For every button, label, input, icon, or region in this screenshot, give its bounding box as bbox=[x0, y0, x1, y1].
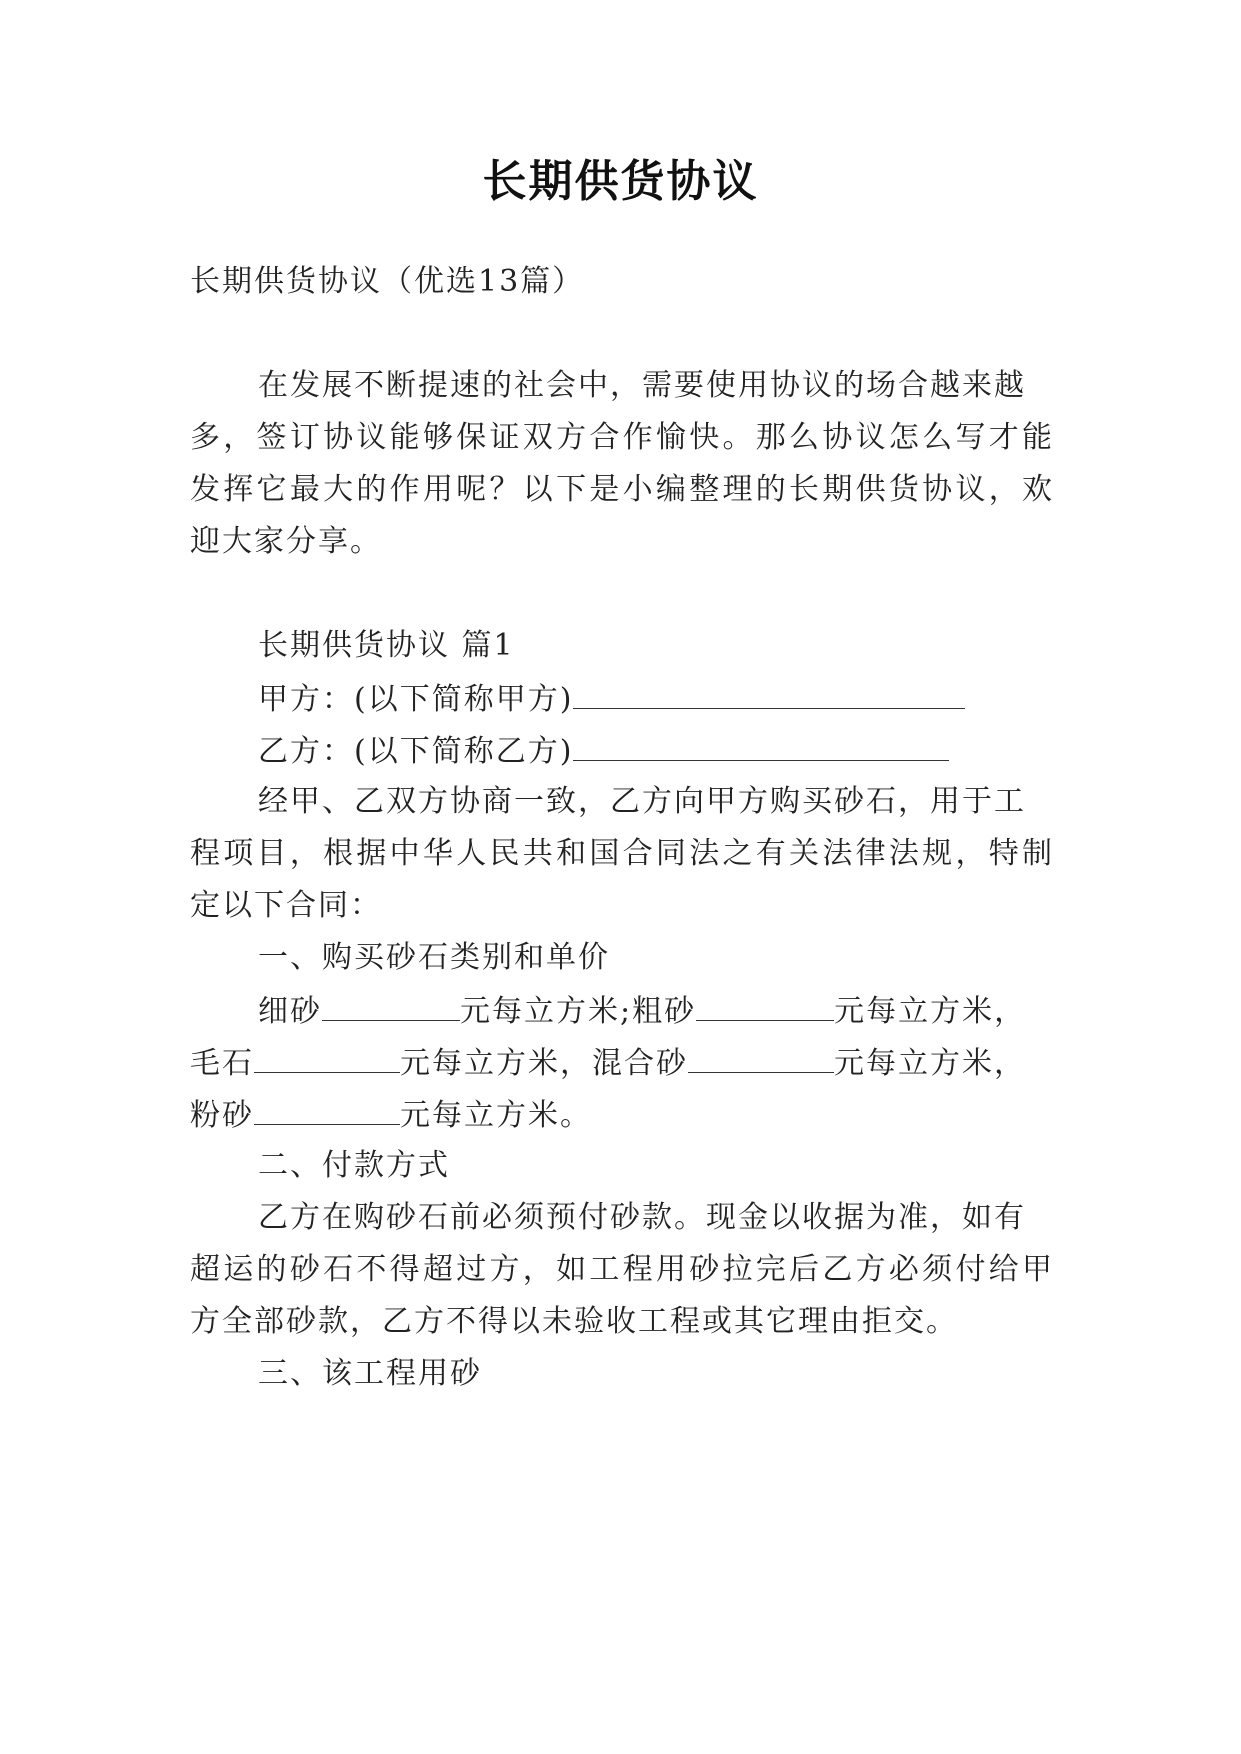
clause3-heading: 三、该工程用砂 bbox=[258, 1356, 482, 1391]
intro-line-2: 多，签订协议能够保证双方合作愉快。那么协议怎么写才能 bbox=[190, 420, 1052, 455]
mixed-sand-label: 混合砂 bbox=[592, 1046, 688, 1081]
coarse-sand-blank bbox=[696, 990, 834, 1021]
fine-sand-label: 细砂 bbox=[258, 994, 322, 1029]
fine-sand-unit: 元每立方米; bbox=[460, 994, 633, 1029]
rubble-blank bbox=[254, 1042, 400, 1073]
clause2-line-3: 方全部砂款，乙方不得以未验收工程或其它理由拒交。 bbox=[190, 1304, 958, 1339]
party-a-label: 甲方：(以下简称甲方) bbox=[258, 682, 574, 717]
document-title: 长期供货协议 bbox=[482, 156, 759, 207]
mixed-sand-blank bbox=[688, 1042, 834, 1073]
party-b-line bbox=[258, 730, 949, 772]
coarse-sand-label: 粗砂 bbox=[632, 994, 697, 1029]
party-b-blank bbox=[573, 730, 949, 761]
price-line-1 bbox=[258, 990, 1026, 1032]
party-b-label: 乙方：(以下简称乙方) bbox=[258, 734, 574, 769]
preamble-line-1: 经甲、乙双方协商一致，乙方向甲方购买砂石，用于工 bbox=[258, 784, 1026, 819]
section-heading: 长期供货协议 篇1 bbox=[258, 628, 515, 663]
document-subtitle: 长期供货协议（优选13篇） bbox=[190, 264, 585, 299]
rubble-label: 毛石 bbox=[190, 1046, 254, 1081]
clause2-line-2: 超运的砂石不得超过方，如工程用砂拉完后乙方必须付给甲 bbox=[190, 1252, 1052, 1287]
powder-sand-blank bbox=[254, 1094, 400, 1125]
price-line-2 bbox=[190, 1042, 1026, 1084]
intro-line-4: 迎大家分享。 bbox=[190, 524, 382, 559]
intro-line-3: 发挥它最大的作用呢？以下是小编整理的长期供货协议，欢 bbox=[190, 472, 1052, 507]
intro-line-1: 在发展不断提速的社会中，需要使用协议的场合越来越 bbox=[258, 368, 1026, 403]
powder-sand-unit: 元每立方米。 bbox=[400, 1098, 592, 1133]
preamble-line-3: 定以下合同： bbox=[190, 888, 382, 923]
party-a-line bbox=[258, 678, 965, 720]
rubble-unit: 元每立方米， bbox=[400, 1046, 592, 1081]
mixed-sand-unit: 元每立方米， bbox=[834, 1046, 1026, 1081]
coarse-sand-unit: 元每立方米， bbox=[834, 994, 1027, 1029]
price-line-3 bbox=[190, 1094, 592, 1136]
party-a-blank bbox=[573, 678, 965, 709]
preamble-line-2: 程项目，根据中华人民共和国合同法之有关法律法规，特制 bbox=[190, 836, 1052, 871]
powder-sand-label: 粉砂 bbox=[190, 1098, 254, 1133]
clause2-line-1: 乙方在购砂石前必须预付砂款。现金以收据为准，如有 bbox=[258, 1200, 1026, 1235]
fine-sand-blank bbox=[322, 990, 460, 1021]
clause1-heading: 一、购买砂石类别和单价 bbox=[258, 940, 610, 975]
clause2-heading: 二、付款方式 bbox=[258, 1148, 450, 1183]
